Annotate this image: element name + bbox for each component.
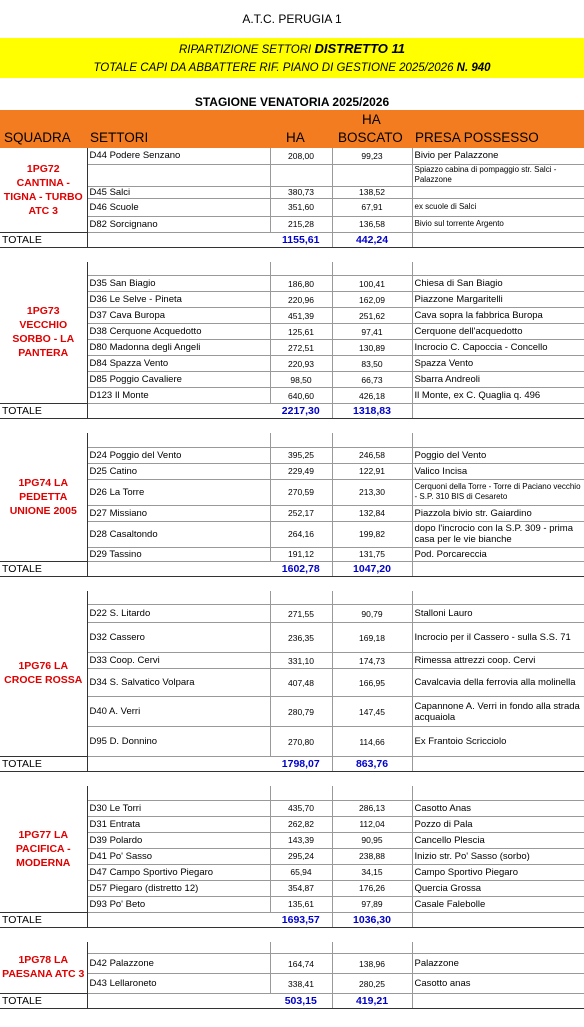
table-row bbox=[0, 505, 584, 521]
presa-possesso-cell bbox=[412, 186, 584, 198]
ha-cell: 264,16 bbox=[270, 521, 332, 547]
table-row bbox=[0, 786, 584, 800]
presa-possesso-cell: Cava sopra la fabbrica Buropa bbox=[412, 308, 584, 324]
ha-cell: 229,49 bbox=[270, 463, 332, 479]
ha-boscato-cell: 67,91 bbox=[332, 198, 412, 216]
table-row bbox=[0, 880, 584, 896]
spacer-cell bbox=[332, 576, 412, 591]
header-settori: SETTORI bbox=[90, 130, 149, 145]
squadra-name: 1PG77 LA PACIFICA - MODERNA bbox=[0, 786, 87, 912]
table-row bbox=[0, 848, 584, 864]
presa-possesso-cell: Sbarra Andreoli bbox=[412, 372, 584, 388]
presa-possesso-cell: Incrocio per il Cassero - sulla S.S. 71 bbox=[412, 623, 584, 653]
presa-possesso-cell: Piazzola bivio str. Gaiardino bbox=[412, 505, 584, 521]
ha-cell: 395,25 bbox=[270, 447, 332, 463]
spacer-cell bbox=[0, 419, 87, 434]
sectors-table bbox=[0, 148, 584, 1009]
total-row bbox=[0, 404, 584, 419]
total-empty-cell bbox=[87, 232, 270, 247]
spacer-cell bbox=[87, 576, 270, 591]
settore-cell: D38 Cerquone Acquedotto bbox=[87, 324, 270, 340]
spacer-cell bbox=[332, 419, 412, 434]
total-label: TOTALE bbox=[0, 404, 87, 419]
total-empty-cell bbox=[87, 561, 270, 576]
ha-boscato-cell: 114,66 bbox=[332, 727, 412, 757]
table-row bbox=[0, 372, 584, 388]
table-row bbox=[0, 697, 584, 727]
total-ha-boscato: 419,21 bbox=[332, 994, 412, 1009]
ha-cell: 272,51 bbox=[270, 340, 332, 356]
table-row bbox=[0, 591, 584, 605]
ha-cell: 435,70 bbox=[270, 800, 332, 816]
settore-cell: D30 Le Torri bbox=[87, 800, 270, 816]
header-ha-boscato-top: HA bbox=[362, 112, 381, 127]
total-empty-cell bbox=[412, 912, 584, 927]
settore-cell: D28 Casaltondo bbox=[87, 521, 270, 547]
settore-cell: D25 Catino bbox=[87, 463, 270, 479]
ha-cell: 380,73 bbox=[270, 186, 332, 198]
ha-cell: 220,93 bbox=[270, 356, 332, 372]
table-row bbox=[0, 324, 584, 340]
total-ha: 1798,07 bbox=[270, 757, 332, 772]
table-row bbox=[0, 198, 584, 216]
presa-possesso-cell: Pozzo di Pala bbox=[412, 816, 584, 832]
table-row bbox=[0, 653, 584, 669]
banner-line2-text: TOTALE CAPI DA ABBATTERE RIF. PIANO DI GESTIONE 2025/2026 bbox=[93, 61, 454, 74]
presa-possesso-cell bbox=[412, 591, 584, 605]
presa-possesso-cell: Campo Sportivo Piegaro bbox=[412, 864, 584, 880]
presa-possesso-cell: dopo l'incrocio con la S.P. 309 - prima casa per le vie bianche bbox=[412, 521, 584, 547]
presa-possesso-cell: Casotto Anas bbox=[412, 800, 584, 816]
presa-possesso-cell: Capannone A. Verri in fondo alla strada acquaiola bbox=[412, 697, 584, 727]
group-spacer bbox=[0, 927, 584, 942]
ha-cell: 208,00 bbox=[270, 148, 332, 164]
settore-cell: D47 Campo Sportivo Piegaro bbox=[87, 864, 270, 880]
presa-possesso-cell bbox=[412, 942, 584, 954]
settore-cell: D57 Piegaro (distretto 12) bbox=[87, 880, 270, 896]
ha-boscato-cell: 199,82 bbox=[332, 521, 412, 547]
ha-boscato-cell bbox=[332, 164, 412, 186]
presa-possesso-cell: Spiazzo cabina di pompaggio str. Salci - Palazzone bbox=[412, 164, 584, 186]
ha-cell: 164,74 bbox=[270, 954, 332, 974]
ha-cell: 451,39 bbox=[270, 308, 332, 324]
table-row bbox=[0, 864, 584, 880]
total-row bbox=[0, 757, 584, 772]
settore-cell: D32 Cassero bbox=[87, 623, 270, 653]
settore-cell: D36 Le Selve - Pineta bbox=[87, 292, 270, 308]
presa-possesso-cell: ex scuole di Salci bbox=[412, 198, 584, 216]
presa-possesso-cell: Cerquone dell'acquedotto bbox=[412, 324, 584, 340]
table-header bbox=[0, 110, 584, 148]
ha-boscato-cell: 130,89 bbox=[332, 340, 412, 356]
ha-cell bbox=[270, 591, 332, 605]
table-row bbox=[0, 292, 584, 308]
total-label: TOTALE bbox=[0, 232, 87, 247]
presa-possesso-cell: Il Monte, ex C. Quaglia q. 496 bbox=[412, 388, 584, 404]
ha-cell: 270,59 bbox=[270, 479, 332, 505]
total-label: TOTALE bbox=[0, 994, 87, 1009]
total-empty-cell bbox=[87, 757, 270, 772]
ha-cell: 215,28 bbox=[270, 216, 332, 232]
ha-cell: 338,41 bbox=[270, 974, 332, 994]
settore-cell: D40 A. Verri bbox=[87, 697, 270, 727]
spacer-cell bbox=[270, 576, 332, 591]
settore-cell bbox=[87, 942, 270, 954]
table-row bbox=[0, 832, 584, 848]
ha-boscato-cell: 166,95 bbox=[332, 669, 412, 697]
ha-cell: 295,24 bbox=[270, 848, 332, 864]
table-row bbox=[0, 164, 584, 186]
spacer-cell bbox=[332, 247, 412, 262]
total-ha: 503,15 bbox=[270, 994, 332, 1009]
spacer-cell bbox=[0, 247, 87, 262]
ha-boscato-cell: 169,18 bbox=[332, 623, 412, 653]
squadra-name: 1PG73 VECCHIO SORBO - LA PANTERA bbox=[0, 262, 87, 404]
presa-possesso-cell: Incrocio C. Capoccia - Concello bbox=[412, 340, 584, 356]
presa-possesso-cell: Valico Incisa bbox=[412, 463, 584, 479]
header-ha-boscato: BOSCATO bbox=[338, 130, 403, 145]
ha-boscato-cell: 132,84 bbox=[332, 505, 412, 521]
total-label: TOTALE bbox=[0, 561, 87, 576]
ha-cell: 98,50 bbox=[270, 372, 332, 388]
table-row bbox=[0, 340, 584, 356]
total-ha: 2217,30 bbox=[270, 404, 332, 419]
squadra-name: 1PG78 LA PAESANA ATC 3 bbox=[0, 942, 87, 994]
presa-possesso-cell: Bivio sul torrente Argento bbox=[412, 216, 584, 232]
group-spacer bbox=[0, 772, 584, 787]
settore-cell: D46 Scuole bbox=[87, 198, 270, 216]
ha-boscato-cell: 280,25 bbox=[332, 974, 412, 994]
ha-boscato-cell: 136,58 bbox=[332, 216, 412, 232]
sectors-table-body bbox=[0, 148, 584, 1009]
table-row bbox=[0, 623, 584, 653]
ha-boscato-cell: 131,75 bbox=[332, 547, 412, 561]
table-row bbox=[0, 463, 584, 479]
ha-cell: 354,87 bbox=[270, 880, 332, 896]
ha-cell bbox=[270, 262, 332, 276]
ha-boscato-cell: 34,15 bbox=[332, 864, 412, 880]
settore-cell: D34 S. Salvatico Volpara bbox=[87, 669, 270, 697]
settore-cell: D123 Il Monte bbox=[87, 388, 270, 404]
table-row bbox=[0, 727, 584, 757]
group-spacer bbox=[0, 576, 584, 591]
ha-boscato-cell: 251,62 bbox=[332, 308, 412, 324]
total-empty-cell bbox=[412, 994, 584, 1009]
spacer-cell bbox=[412, 772, 584, 787]
ha-boscato-cell: 90,95 bbox=[332, 832, 412, 848]
total-empty-cell bbox=[412, 561, 584, 576]
ha-boscato-cell: 66,73 bbox=[332, 372, 412, 388]
ha-boscato-cell: 213,30 bbox=[332, 479, 412, 505]
ha-cell: 65,94 bbox=[270, 864, 332, 880]
settore-cell: D22 S. Litardo bbox=[87, 605, 270, 623]
settore-cell: D39 Polardo bbox=[87, 832, 270, 848]
presa-possesso-cell: Casale Falebolle bbox=[412, 896, 584, 912]
banner-district: DISTRETTO 11 bbox=[314, 40, 406, 56]
settore-cell bbox=[87, 433, 270, 447]
settore-cell: D42 Palazzone bbox=[87, 954, 270, 974]
settore-cell: D82 Sorcignano bbox=[87, 216, 270, 232]
ha-boscato-cell bbox=[332, 591, 412, 605]
ha-boscato-cell: 138,96 bbox=[332, 954, 412, 974]
header-squadra: SQUADRA bbox=[4, 130, 71, 145]
document-title: A.T.C. PERUGIA 1 bbox=[242, 12, 342, 26]
table-row bbox=[0, 954, 584, 974]
table-row bbox=[0, 816, 584, 832]
total-ha-boscato: 1036,30 bbox=[332, 912, 412, 927]
total-ha-boscato: 442,24 bbox=[332, 232, 412, 247]
presa-possesso-cell: Casotto anas bbox=[412, 974, 584, 994]
district-banner bbox=[0, 38, 584, 78]
settore-cell: D35 San Biagio bbox=[87, 276, 270, 292]
ha-boscato-cell: 174,73 bbox=[332, 653, 412, 669]
total-ha-boscato: 1318,83 bbox=[332, 404, 412, 419]
spacer-cell bbox=[0, 772, 87, 787]
total-ha: 1693,57 bbox=[270, 912, 332, 927]
total-empty-cell bbox=[87, 994, 270, 1009]
table-row bbox=[0, 216, 584, 232]
ha-boscato-cell: 97,41 bbox=[332, 324, 412, 340]
presa-possesso-cell bbox=[412, 262, 584, 276]
ha-boscato-cell: 426,18 bbox=[332, 388, 412, 404]
ha-boscato-cell bbox=[332, 786, 412, 800]
ha-boscato-cell: 83,50 bbox=[332, 356, 412, 372]
total-ha-boscato: 1047,20 bbox=[332, 561, 412, 576]
settore-cell: D26 La Torre bbox=[87, 479, 270, 505]
settore-cell bbox=[87, 786, 270, 800]
spacer-cell bbox=[270, 772, 332, 787]
table-row bbox=[0, 276, 584, 292]
spacer-cell bbox=[0, 576, 87, 591]
total-ha: 1602,78 bbox=[270, 561, 332, 576]
ha-boscato-cell: 122,91 bbox=[332, 463, 412, 479]
presa-possesso-cell: Quercia Grossa bbox=[412, 880, 584, 896]
settore-cell bbox=[87, 164, 270, 186]
ha-cell: 186,80 bbox=[270, 276, 332, 292]
table-row bbox=[0, 521, 584, 547]
ha-cell: 125,61 bbox=[270, 324, 332, 340]
table-row bbox=[0, 800, 584, 816]
presa-possesso-cell: Spazza Vento bbox=[412, 356, 584, 372]
ha-boscato-cell bbox=[332, 433, 412, 447]
spacer-cell bbox=[270, 247, 332, 262]
ha-cell: 331,10 bbox=[270, 653, 332, 669]
total-row bbox=[0, 232, 584, 247]
total-label: TOTALE bbox=[0, 757, 87, 772]
ha-cell: 135,61 bbox=[270, 896, 332, 912]
ha-cell bbox=[270, 433, 332, 447]
table-row bbox=[0, 479, 584, 505]
ha-boscato-cell: 246,58 bbox=[332, 447, 412, 463]
presa-possesso-cell bbox=[412, 433, 584, 447]
settore-cell: D95 D. Donnino bbox=[87, 727, 270, 757]
group-spacer bbox=[0, 419, 584, 434]
ha-boscato-cell: 238,88 bbox=[332, 848, 412, 864]
total-row bbox=[0, 912, 584, 927]
banner-line1-text: RIPARTIZIONE SETTORI bbox=[178, 43, 312, 56]
spacer bbox=[0, 78, 584, 94]
presa-possesso-cell: Palazzone bbox=[412, 954, 584, 974]
settore-cell: D33 Coop. Cervi bbox=[87, 653, 270, 669]
settore-cell: D85 Poggio Cavaliere bbox=[87, 372, 270, 388]
table-row bbox=[0, 447, 584, 463]
ha-cell: 252,17 bbox=[270, 505, 332, 521]
ha-boscato-cell: 112,04 bbox=[332, 816, 412, 832]
ha-boscato-cell: 97,89 bbox=[332, 896, 412, 912]
presa-possesso-cell: Piazzone Margaritelli bbox=[412, 292, 584, 308]
total-empty-cell bbox=[412, 757, 584, 772]
total-label: TOTALE bbox=[0, 912, 87, 927]
settore-cell bbox=[87, 591, 270, 605]
presa-possesso-cell: Bivio per Palazzone bbox=[412, 148, 584, 164]
settore-cell: D29 Tassino bbox=[87, 547, 270, 561]
table-row bbox=[0, 896, 584, 912]
total-empty-cell bbox=[412, 232, 584, 247]
header-presa-possesso: PRESA POSSESSO bbox=[415, 130, 539, 145]
total-empty-cell bbox=[87, 912, 270, 927]
ha-cell: 351,60 bbox=[270, 198, 332, 216]
ha-boscato-cell bbox=[332, 942, 412, 954]
settore-cell: D41 Po' Sasso bbox=[87, 848, 270, 864]
spacer-cell bbox=[87, 927, 270, 942]
table-row bbox=[0, 388, 584, 404]
ha-cell: 236,35 bbox=[270, 623, 332, 653]
total-row bbox=[0, 994, 584, 1009]
ha-boscato-cell: 176,26 bbox=[332, 880, 412, 896]
header-ha: HA bbox=[286, 130, 305, 145]
presa-possesso-cell: Ex Frantoio Scricciolo bbox=[412, 727, 584, 757]
table-row bbox=[0, 942, 584, 954]
spacer-cell bbox=[412, 576, 584, 591]
squadra-name: 1PG74 LA PEDETTA UNIONE 2005 bbox=[0, 433, 87, 561]
spacer-cell bbox=[412, 419, 584, 434]
settore-cell: D27 Missiano bbox=[87, 505, 270, 521]
ha-cell bbox=[270, 164, 332, 186]
presa-possesso-cell: Cavalcavia della ferrovia alla molinella bbox=[412, 669, 584, 697]
table-row bbox=[0, 148, 584, 164]
ha-cell: 407,48 bbox=[270, 669, 332, 697]
presa-possesso-cell: Cerquoni della Torre - Torre di Paciano vecchio - S.P. 310 BIS di Cesareto bbox=[412, 479, 584, 505]
spacer-cell bbox=[0, 927, 87, 942]
ha-boscato-cell: 99,23 bbox=[332, 148, 412, 164]
presa-possesso-cell: Chiesa di San Biagio bbox=[412, 276, 584, 292]
season-title: STAGIONE VENATORIA 2025/2026 bbox=[194, 95, 390, 109]
settore-cell bbox=[87, 262, 270, 276]
settore-cell: D93 Po' Beto bbox=[87, 896, 270, 912]
ha-cell: 262,82 bbox=[270, 816, 332, 832]
table-row bbox=[0, 605, 584, 623]
ha-boscato-cell: 147,45 bbox=[332, 697, 412, 727]
table-row bbox=[0, 547, 584, 561]
ha-boscato-cell: 162,09 bbox=[332, 292, 412, 308]
total-ha: 1155,61 bbox=[270, 232, 332, 247]
banner-quota: N. 940 bbox=[456, 61, 491, 74]
ha-boscato-cell: 138,52 bbox=[332, 186, 412, 198]
settore-cell: D44 Podere Senzano bbox=[87, 148, 270, 164]
ha-cell: 143,39 bbox=[270, 832, 332, 848]
presa-possesso-cell: Inizio str. Po' Sasso (sorbo) bbox=[412, 848, 584, 864]
squadra-name: 1PG76 LA CROCE ROSSA bbox=[0, 591, 87, 757]
settore-cell: D84 Spazza Vento bbox=[87, 356, 270, 372]
ha-cell: 270,80 bbox=[270, 727, 332, 757]
ha-cell: 191,12 bbox=[270, 547, 332, 561]
table-row bbox=[0, 356, 584, 372]
spacer-cell bbox=[332, 927, 412, 942]
banner-line-2 bbox=[93, 59, 490, 77]
presa-possesso-cell bbox=[412, 786, 584, 800]
group-spacer bbox=[0, 247, 584, 262]
total-row bbox=[0, 561, 584, 576]
banner-line-1 bbox=[179, 40, 405, 59]
spacer-cell bbox=[412, 927, 584, 942]
squadra-name: 1PG72 CANTINA - TIGNA - TURBO ATC 3 bbox=[0, 148, 87, 232]
spacer-cell bbox=[412, 247, 584, 262]
spacer-cell bbox=[87, 247, 270, 262]
spacer-cell bbox=[87, 772, 270, 787]
spacer-cell bbox=[270, 927, 332, 942]
ha-cell: 220,96 bbox=[270, 292, 332, 308]
spacer-cell bbox=[270, 419, 332, 434]
presa-possesso-cell: Cancello Plescia bbox=[412, 832, 584, 848]
table-row bbox=[0, 974, 584, 994]
total-empty-cell bbox=[412, 404, 584, 419]
table-row bbox=[0, 262, 584, 276]
ha-boscato-cell: 100,41 bbox=[332, 276, 412, 292]
ha-cell bbox=[270, 942, 332, 954]
table-row bbox=[0, 669, 584, 697]
ha-cell: 640,60 bbox=[270, 388, 332, 404]
spacer-cell bbox=[87, 419, 270, 434]
settore-cell: D37 Cava Buropa bbox=[87, 308, 270, 324]
ha-cell: 280,79 bbox=[270, 697, 332, 727]
total-empty-cell bbox=[87, 404, 270, 419]
total-ha-boscato: 863,76 bbox=[332, 757, 412, 772]
settore-cell: D31 Entrata bbox=[87, 816, 270, 832]
ha-cell bbox=[270, 786, 332, 800]
ha-cell: 271,55 bbox=[270, 605, 332, 623]
presa-possesso-cell: Poggio del Vento bbox=[412, 447, 584, 463]
ha-boscato-cell: 90,79 bbox=[332, 605, 412, 623]
presa-possesso-cell: Rimessa attrezzi coop. Cervi bbox=[412, 653, 584, 669]
settore-cell: D45 Salci bbox=[87, 186, 270, 198]
spacer-cell bbox=[332, 772, 412, 787]
table-row bbox=[0, 308, 584, 324]
settore-cell: D43 Lellaroneto bbox=[87, 974, 270, 994]
table-row bbox=[0, 186, 584, 198]
table-row bbox=[0, 433, 584, 447]
ha-boscato-cell bbox=[332, 262, 412, 276]
settore-cell: D24 Poggio del Vento bbox=[87, 447, 270, 463]
ha-boscato-cell: 286,13 bbox=[332, 800, 412, 816]
presa-possesso-cell: Pod. Porcareccia bbox=[412, 547, 584, 561]
presa-possesso-cell: Stalloni Lauro bbox=[412, 605, 584, 623]
settore-cell: D80 Madonna degli Angeli bbox=[87, 340, 270, 356]
